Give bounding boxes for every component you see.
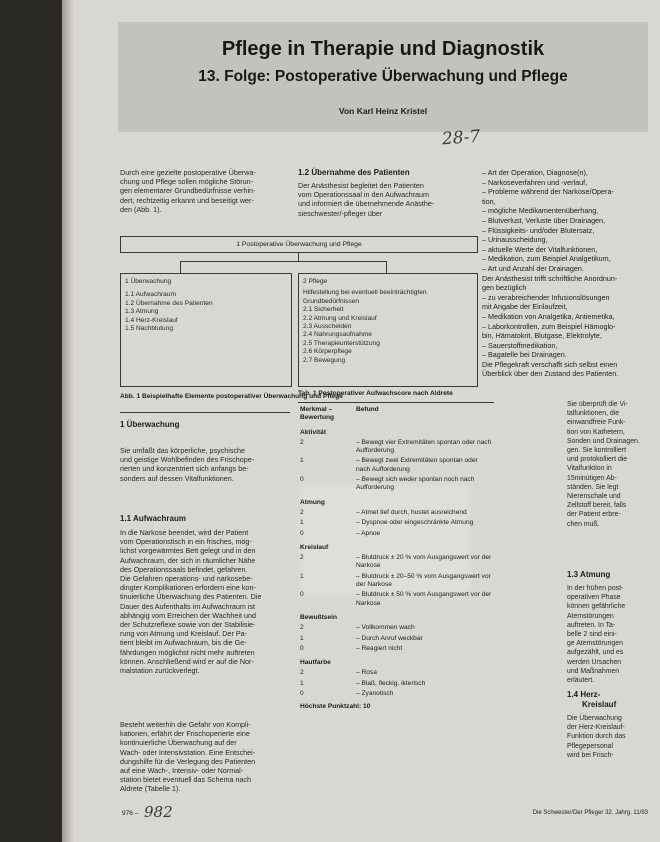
text-line: Aufwachraum, der sich in räumlicher Nähe <box>120 555 256 565</box>
text-line: fährdungen möglichst nicht mehr auftreten <box>120 647 255 657</box>
table-score-cell: 1 <box>300 634 304 642</box>
table-finding-cell: – Bewegt vier Extremitäten spontan oder nach Aufforderung <box>356 438 492 455</box>
text-line: der Patient erbre- <box>567 511 621 519</box>
text-line: chung und Pflege sollen mögliche Störun- <box>120 177 254 187</box>
text-line: Pflegepersonal <box>567 742 613 750</box>
list-item: – Art und Anzahl der Drainagen. <box>482 263 584 273</box>
table-finding-cell: – Atmet tief durch, hustet ausreichend <box>356 508 467 516</box>
diagram-item: Hilfestellung bei eventuell beeinträchtigten <box>303 289 427 297</box>
table-row <box>298 572 494 591</box>
table-row <box>298 438 494 457</box>
list-item: gen bezüglich <box>482 283 527 293</box>
table-group-row <box>298 539 494 553</box>
table-score-cell: 2 <box>300 508 304 516</box>
table-finding-cell: – Blutdruck ± 20–50 % vom Ausgangswert vor der Narkose <box>356 572 491 589</box>
list-item: – Blutverlust, Verluste über Drainagen, <box>482 215 606 225</box>
text-line: Wach- oder Intensivstation. Eine Entschei- <box>120 747 256 757</box>
table-finding-cell: – Bewegt sich weder spontan noch nach Aufforderung <box>356 476 475 492</box>
section-1-4-paragraph <box>567 714 655 760</box>
table-row <box>298 475 494 494</box>
text-line: In die Narkose beendet, wird der Patient <box>120 528 249 537</box>
table-row <box>298 508 494 518</box>
list-item: – aktuelle Werte der Vitalfunktionen, <box>482 244 598 254</box>
table-score-cell: 1 <box>300 572 304 580</box>
handover-list <box>482 168 658 379</box>
table-row <box>298 689 494 699</box>
right-column-paragraph <box>567 400 655 529</box>
list-item: Überblick über den Zustand des Patienten. <box>482 369 619 379</box>
table-group-label: Bewußtsein <box>300 613 338 621</box>
text-line: Sie umfaßt das körperliche, psychische <box>120 446 246 455</box>
table-finding-cell: – Zyanotisch <box>356 690 394 698</box>
table-caption: Tab. 1 Postoperativer Aufwachscore nach Aldrete <box>298 390 453 397</box>
text-line: operativen Phase <box>567 594 621 602</box>
table-row <box>298 644 494 654</box>
table-row <box>298 518 494 528</box>
text-line: dert, rechtzeitig erkannt und beseitigt wer- <box>120 195 254 205</box>
text-line: sieschwester/-pfleger über <box>298 208 383 218</box>
text-line: werden Ursachen <box>567 658 622 666</box>
diagram-root-label: 1 Postoperative Überwachung und Pflege <box>236 241 362 248</box>
text-line: Der Anästhesist begleitet den Patienten <box>298 181 424 190</box>
list-item: – Laborkontrollen, zum Beispiel Hämoglo- <box>482 321 616 331</box>
document-page <box>62 0 660 842</box>
table-score-cell: 0 <box>300 644 304 652</box>
table-row <box>298 590 494 609</box>
table-group-row <box>298 609 494 623</box>
text-line: Die Gefahren operations- und narkosebe- <box>120 574 253 584</box>
handwritten-page-number: 982 <box>144 803 173 821</box>
list-item: – zu verabreichender Infusionslösungen <box>482 292 610 302</box>
text-line: Durch eine gezielte postoperative Überwa- <box>120 168 256 177</box>
diagram-right-title: 2 Pflege <box>303 278 328 285</box>
table-score-cell: 0 <box>300 529 304 537</box>
text-line: abhängig vom Erreichen der Wachheit und <box>120 610 256 620</box>
text-line: gen elementarer Grundbedürfnisse verhin- <box>120 186 256 196</box>
text-line: station bietet eventuell das Schema nach <box>120 775 252 785</box>
text-line: den (Abb. 1). <box>120 204 162 214</box>
table-group-row <box>298 654 494 668</box>
table-header-cell: Befund <box>356 406 379 413</box>
text-line: Zellstoff bereit, falls <box>567 502 627 510</box>
table-total: Höchste Punktzahl: 10 <box>300 703 371 711</box>
text-line: vom Operationssaal in den Aufwachraum <box>298 190 430 200</box>
text-line: Dauer des Aufenthalts im Aufwachraum ist <box>120 601 256 611</box>
table-total-row <box>298 699 494 712</box>
table-score-cell: 2 <box>300 669 304 677</box>
text-line: dingter Komplikationen erfordern eine kon- <box>120 583 256 593</box>
text-line: kationen, erfährt der Frischoperierte eine <box>120 729 250 739</box>
list-item: mit Angabe der Einlaufzeit, <box>482 302 568 312</box>
section-1-paragraph <box>120 446 292 483</box>
section-heading-1: 1 Überwachung <box>120 420 180 429</box>
section-rule <box>120 412 290 413</box>
list-item: – mögliche Medikamentenüberhang, <box>482 206 599 216</box>
text-line: gen. Sie kontrolliert <box>567 447 626 455</box>
diagram-item: 1.2 Übernahme des Patienten <box>125 299 213 307</box>
diagram-item: 2.2 Atmung und Kreislauf <box>303 314 377 322</box>
section-1-1-paragraph-2 <box>120 720 292 794</box>
list-item: bin, Hämatokrit, Blutgase, Elektrolyte, <box>482 331 602 341</box>
text-line: belle 2 sind eini- <box>567 631 617 639</box>
text-line: Sonden und Drainagen. <box>567 437 640 445</box>
text-line: tion von Kathetern, <box>567 428 625 436</box>
table-score-cell: 1 <box>300 679 304 687</box>
diagram-connector <box>180 261 386 262</box>
table-row <box>298 623 494 633</box>
table-score-cell: 2 <box>300 624 304 632</box>
text-line: rierten und konzentriert sich anfangs be- <box>120 464 249 474</box>
table-group-row <box>298 424 494 438</box>
text-line: und geistige Wohlbefinden des Frischope- <box>120 455 255 465</box>
figure-caption: Abb. 1 Beispielhafte Elemente postoperativer Überwachung und Pflege <box>120 393 343 400</box>
diagram-root-box <box>120 236 478 253</box>
list-item: – Medikation, zum Beispiel Analgetikum, <box>482 254 611 264</box>
diagram-connector <box>180 261 181 273</box>
diagram-item: 2.3 Ausscheiden <box>303 323 352 331</box>
diagram-item: 2.6 Körperpflege <box>303 348 352 356</box>
text-line: des Operationssaals befindet, gefahren. <box>120 564 248 574</box>
section-heading-1-4: 1.4 Herz- <box>567 690 601 699</box>
table-rule <box>298 402 494 403</box>
text-line: talfunktionen, die <box>567 410 620 418</box>
table-row <box>298 668 494 678</box>
table-score-cell: 0 <box>300 476 304 484</box>
text-line: Sie überprüft die Vi- <box>567 401 628 408</box>
table-header-cell: Merkmal – Bewertung <box>300 406 335 422</box>
table-group-label: Atmung <box>300 498 325 506</box>
handwritten-note: 28-7 <box>441 126 481 150</box>
diagram-connector <box>298 252 299 261</box>
table-score-cell: 2 <box>300 438 304 446</box>
section-heading-1-1: 1.1 Aufwachraum <box>120 514 186 523</box>
text-line: erläutert. <box>567 677 595 685</box>
text-line: ge Atemstörungen <box>567 640 623 648</box>
table-group-label: Hautfarbe <box>300 659 331 667</box>
text-line: und informiert die übernehmende Anästhe- <box>298 199 435 209</box>
text-line: und Maßnahmen <box>567 667 620 675</box>
article-subtitle: 13. Folge: Postoperative Überwachung und Pflege <box>198 68 568 85</box>
table-row <box>298 679 494 689</box>
table-row <box>298 634 494 644</box>
diagram-item: Grundbedürfnissen <box>303 297 360 305</box>
text-line: 15minütigen Ab- <box>567 474 617 482</box>
text-line: tient bleibt im Aufwachraum, bis die Ge- <box>120 638 247 648</box>
text-line: sonders auf dessen Vitalfunktionen. <box>120 473 234 483</box>
table-finding-cell: – Blutdruck ± 50 % vom Ausgangswert vor der Narkose <box>356 591 492 607</box>
list-item: – Urinausscheidung, <box>482 235 548 245</box>
diagram-item: 2.5 Therapieunterstützung <box>303 339 380 347</box>
text-line: kontinuierliche Überwachung auf der <box>120 738 237 748</box>
section-heading-1-3: 1.3 Atmung <box>567 570 611 579</box>
table-row <box>298 456 494 475</box>
text-line: malstation zurückverlegt. <box>120 666 200 676</box>
text-line: der Herz-Kreislauf- <box>567 724 625 732</box>
text-line: ständen. Sie legt <box>567 483 619 491</box>
diagram-item: 2.1 Sicherheit <box>303 306 344 314</box>
list-item: – Probleme während der Narkose/Opera- <box>482 187 614 197</box>
table-finding-cell: – Dyspnoe oder eingeschränkte Atmung <box>356 519 474 527</box>
diagram-left-title: 1 Überwachung <box>125 278 172 285</box>
table-group-row <box>298 494 494 508</box>
list-item: Die Pflegekraft verschafft sich selbst einen <box>482 359 618 369</box>
table-group-label: Aktivität <box>300 428 327 436</box>
article-title: Pflege in Therapie und Diagnostik <box>221 38 545 60</box>
text-line: vom Operationstisch in ein frisches, mög- <box>120 537 252 547</box>
table-finding-cell: – Blutdruck ± 20 % vom Ausgangswert vor der Narkose <box>356 554 492 570</box>
table-row <box>298 553 494 572</box>
text-line: auf eine Wach-, Intensiv- oder Normal- <box>120 766 244 776</box>
diagram-item: 1.1 Aufwachraum <box>125 291 176 299</box>
aldrete-table <box>298 405 494 713</box>
text-line: aufgezählt, und es <box>567 649 624 657</box>
list-item: – Flüssigkeits- und/oder Blutersatz, <box>482 225 595 235</box>
diagram-right-box <box>298 273 478 387</box>
table-header-row <box>298 405 494 424</box>
table-score-cell: 2 <box>300 554 304 562</box>
article-author: Von Karl Heinz Kristel <box>338 106 428 116</box>
section-1-1-paragraph <box>120 528 292 675</box>
table-score-cell: 0 <box>300 591 304 599</box>
text-line: einwandfreie Funk- <box>567 419 626 427</box>
header-band <box>118 22 648 132</box>
table-finding-cell: – Reagiert nicht <box>356 644 403 652</box>
page-number: 976 – <box>122 810 139 817</box>
table-finding-cell: – Vollkommen wach <box>356 624 415 632</box>
text-line: In der frühen post- <box>567 585 624 592</box>
text-line: Aldrete (Tabelle 1). <box>120 784 181 794</box>
diagram-item: 2.7 Bewegung <box>303 356 346 364</box>
text-line: auftreten. In Ta- <box>567 621 616 629</box>
text-line: rung von Atmung und Kreislauf. Der Pa- <box>120 629 248 639</box>
text-line: Die Überwachung <box>567 715 622 722</box>
table-score-cell: 0 <box>300 690 304 698</box>
table-finding-cell: – Rosa <box>356 669 377 677</box>
text-line: Besteht weiterhin die Gefahr von Kompli- <box>120 720 251 729</box>
section-heading-1-4-cont: Kreislauf <box>582 700 617 709</box>
table-finding-cell: – Bewegt zwei Extremitäten spontan oder nach Aufforderung <box>356 457 478 473</box>
table-score-cell: 1 <box>300 519 304 527</box>
list-item: – Narkoseverfahren und -verlauf, <box>482 177 588 187</box>
text-line: können. Anschließend wird er auf die Nor- <box>120 656 254 666</box>
diagram-item: 1.4 Herz-Kreislauf <box>125 316 178 324</box>
text-line: dungshilfe für die Verlegung des Patienten <box>120 756 256 766</box>
text-line: tinuierliche Überwachung des Patienten. Die <box>120 592 262 602</box>
diagram-item: 2.4 Nahrungsaufnahme <box>303 331 372 339</box>
page-edge-shadow <box>62 0 74 842</box>
table-finding-cell: – Durch Anruf weckbar <box>356 634 423 642</box>
list-item: – Art der Operation, Diagnose(n), <box>482 168 588 177</box>
list-item: – Medikation von Analgetika, Antiemetika, <box>482 311 615 321</box>
diagram-left-content <box>125 278 213 333</box>
diagram-item: 1.3 Atmung <box>125 308 159 316</box>
text-line: Funktion durch das <box>567 733 626 741</box>
text-line: können gefährliche <box>567 603 626 611</box>
text-line: Atemstörungen <box>567 612 614 620</box>
table-group-label: Kreislauf <box>300 543 329 551</box>
list-item: Der Anästhesist trifft schriftliche Anordnun- <box>482 273 618 283</box>
list-item: – Bagatelle bei Drainagen. <box>482 350 567 360</box>
section-1-3-paragraph <box>567 584 655 685</box>
text-line: chen muß. <box>567 520 600 528</box>
diagram-left-box <box>120 273 292 387</box>
diagram-right-content <box>303 278 427 365</box>
journal-reference: Die Schwester/Der Pfleger 32. Jahrg. 11/93 <box>532 810 648 816</box>
text-line: der Schutzreflexe sowie von der Stabilisie- <box>120 620 256 630</box>
text-line: und protokolliert die <box>567 456 628 464</box>
table-row <box>298 529 494 539</box>
text-line: wird bei Frisch- <box>567 751 614 759</box>
intro-paragraph <box>120 168 290 214</box>
list-item: tion, <box>482 196 496 206</box>
text-line: lichst vorgewärmtes Bett gelegt und in den <box>120 546 256 556</box>
section-1-2-paragraph <box>298 181 478 218</box>
diagram-connector <box>386 261 387 273</box>
section-heading-1-2: 1.2 Übernahme des Patienten <box>298 168 410 177</box>
diagram-item: 1.5 Nachblutung <box>125 325 174 333</box>
text-line: Nierenschale und <box>567 493 621 501</box>
table-finding-cell: – Apnoe <box>356 529 381 537</box>
text-line: Vitalfunktion in <box>567 465 612 473</box>
table-finding-cell: – Blaß, fleckig, ikterisch <box>356 679 426 687</box>
list-item: – Sauerstoffmedikation, <box>482 340 558 350</box>
table-score-cell: 1 <box>300 457 304 465</box>
